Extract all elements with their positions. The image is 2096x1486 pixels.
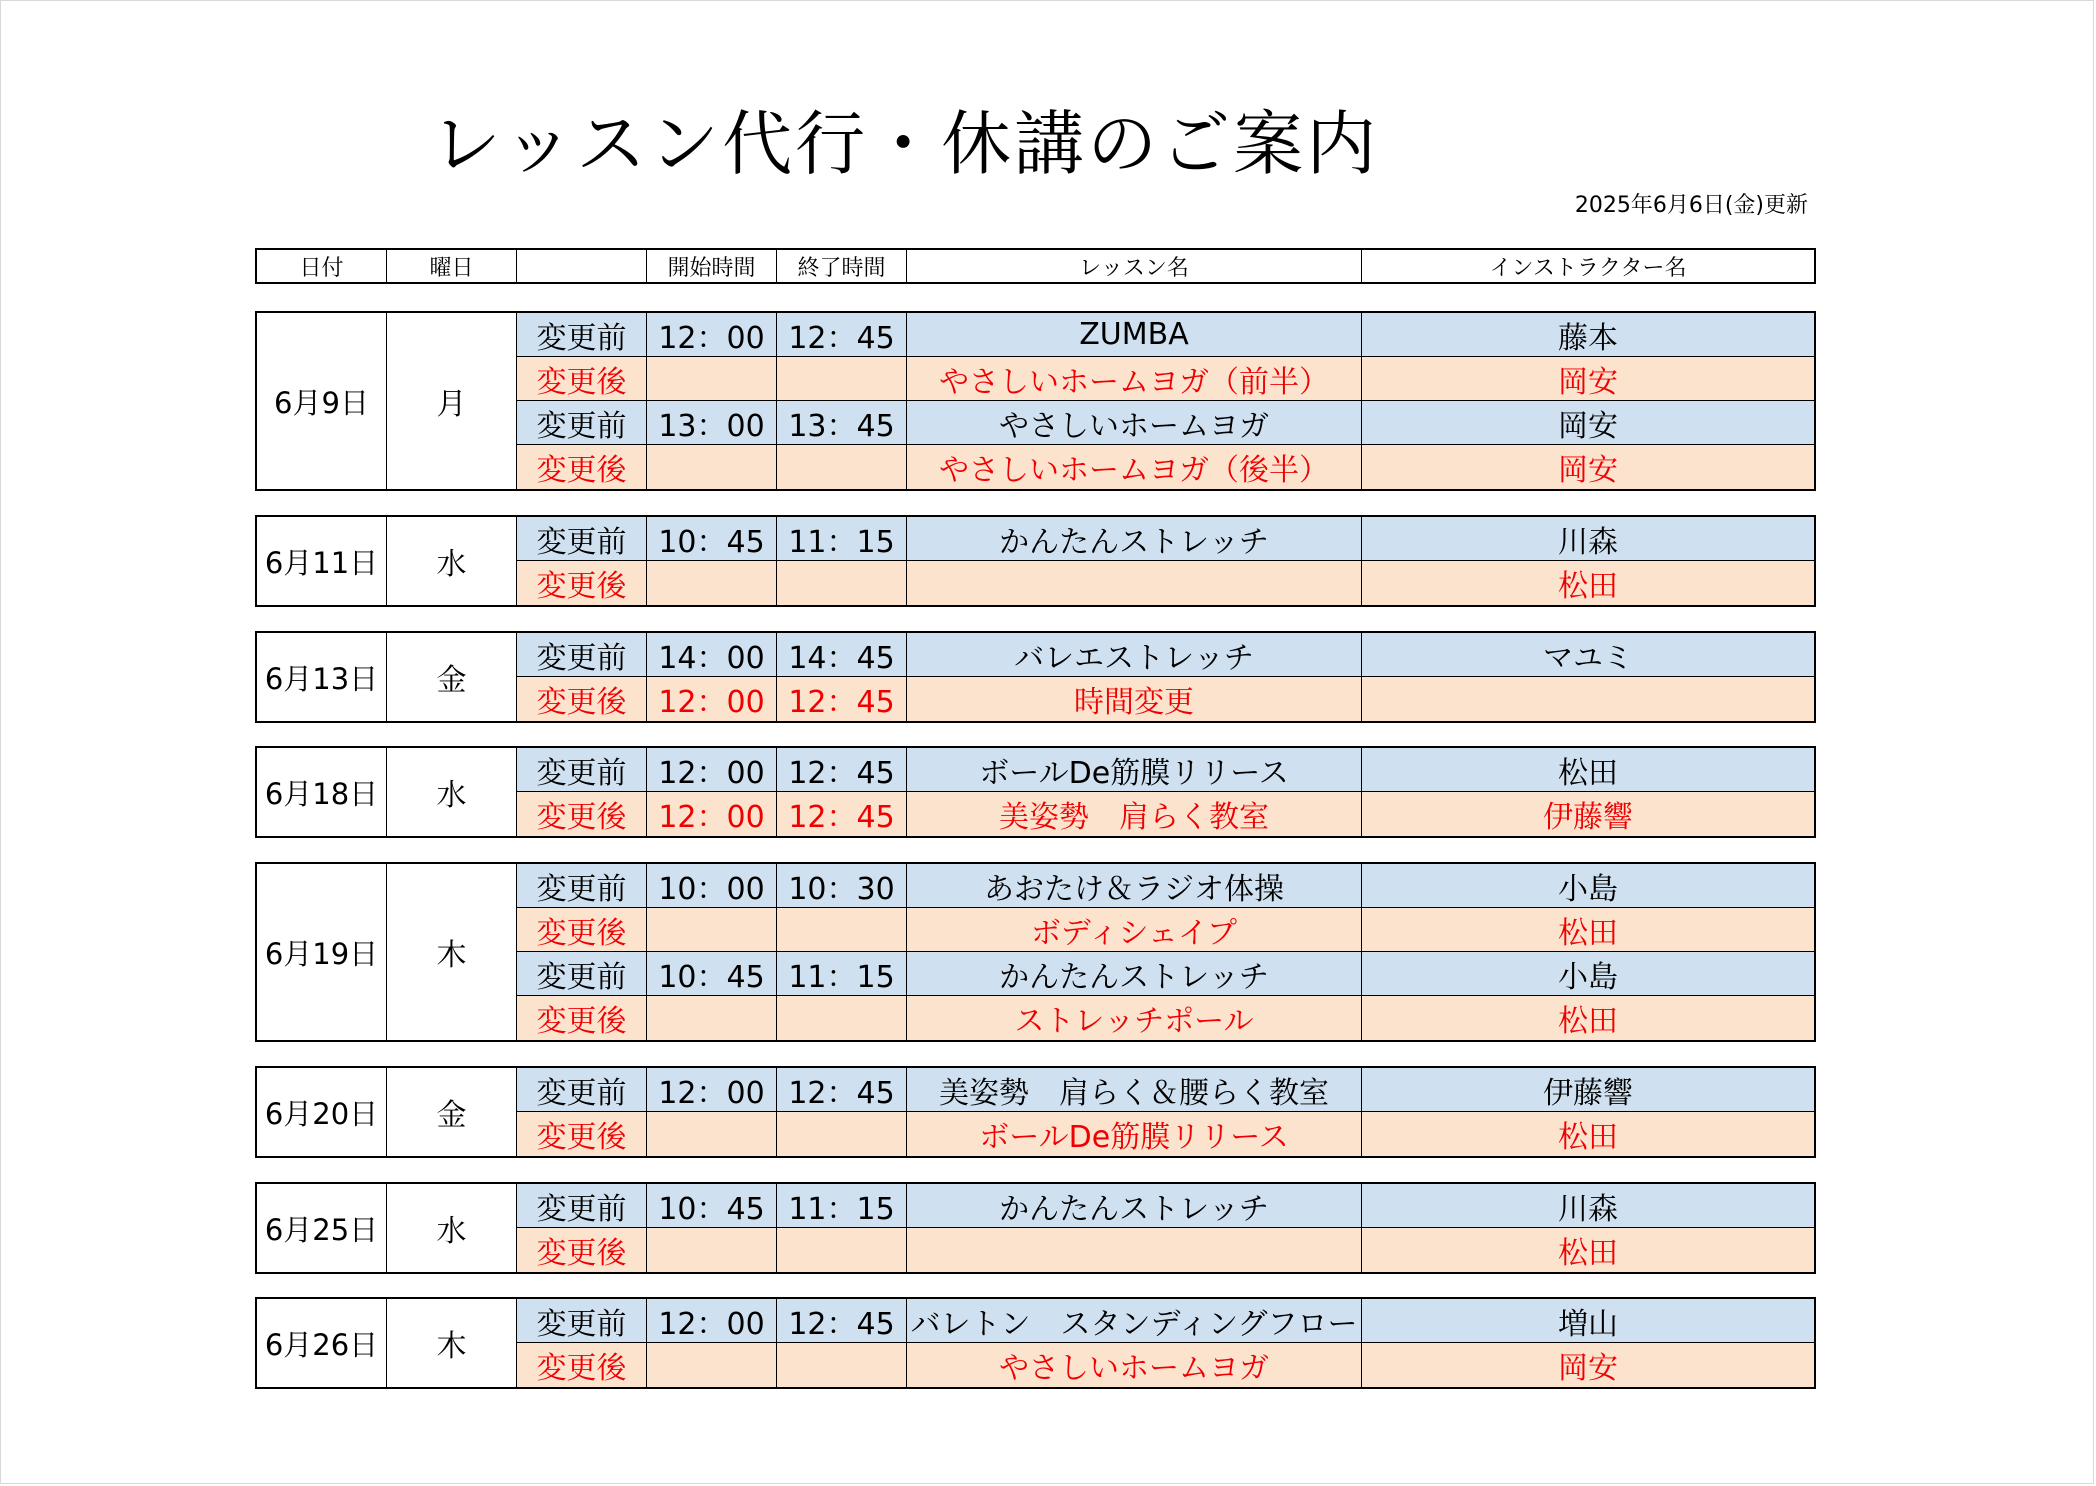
row-status: 変更後: [517, 357, 647, 401]
row-lesson-name: [907, 561, 1362, 605]
row-status: 変更前: [517, 748, 647, 792]
row-lesson-name: かんたんストレッチ: [907, 1184, 1362, 1228]
row-instructor: 松田: [1362, 1112, 1814, 1156]
row-instructor: 松田: [1362, 908, 1814, 952]
row-status: 変更前: [517, 1299, 647, 1343]
header-lesson-name: レッスン名: [907, 250, 1362, 282]
row-lesson-name: やさしいホームヨガ（前半）: [907, 357, 1362, 401]
row-end-time: 12：45: [777, 313, 907, 357]
row-instructor: 伊藤響: [1362, 792, 1814, 836]
row-start-time: [647, 996, 777, 1040]
row-start-time: 12：00: [647, 313, 777, 357]
row-instructor: 岡安: [1362, 1343, 1814, 1387]
row-start-time: 12：00: [647, 748, 777, 792]
row-instructor: 松田: [1362, 1228, 1814, 1272]
row-instructor: 川森: [1362, 517, 1814, 561]
group-day-of-week: 月: [387, 313, 517, 489]
row-end-time: 13：45: [777, 401, 907, 445]
row-status: 変更前: [517, 952, 647, 996]
row-start-time: [647, 1228, 777, 1272]
row-instructor: 藤本: [1362, 313, 1814, 357]
row-end-time: [777, 445, 907, 489]
group-day-of-week: 金: [387, 1068, 517, 1156]
row-status: 変更後: [517, 677, 647, 721]
row-instructor: 伊藤響: [1362, 1068, 1814, 1112]
row-start-time: [647, 561, 777, 605]
row-lesson-name: ボールDe筋膜リリース: [907, 748, 1362, 792]
row-start-time: 10：00: [647, 864, 777, 908]
schedule-group: [255, 631, 1816, 723]
row-end-time: 11：15: [777, 1184, 907, 1228]
group-date: 6月9日: [257, 313, 387, 489]
group-date: 6月26日: [257, 1299, 387, 1387]
group-day-of-week: 水: [387, 517, 517, 605]
row-end-time: [777, 1343, 907, 1387]
row-status: 変更前: [517, 517, 647, 561]
row-status: 変更前: [517, 864, 647, 908]
row-instructor: [1362, 677, 1814, 721]
row-lesson-name: やさしいホームヨガ: [907, 401, 1362, 445]
row-start-time: 10：45: [647, 1184, 777, 1228]
row-lesson-name: ボールDe筋膜リリース: [907, 1112, 1362, 1156]
row-end-time: 12：45: [777, 748, 907, 792]
row-status: 変更後: [517, 908, 647, 952]
header-date: 日付: [257, 250, 387, 282]
row-lesson-name: かんたんストレッチ: [907, 952, 1362, 996]
row-status: 変更前: [517, 1068, 647, 1112]
schedule-group: [255, 862, 1816, 1042]
row-instructor: 松田: [1362, 996, 1814, 1040]
group-day-of-week: 金: [387, 633, 517, 721]
row-status: 変更後: [517, 1112, 647, 1156]
row-instructor: 増山: [1362, 1299, 1814, 1343]
row-start-time: [647, 357, 777, 401]
header-instructor-name: インストラクター名: [1489, 255, 1687, 281]
row-status: 変更前: [517, 633, 647, 677]
row-end-time: [777, 1228, 907, 1272]
row-end-time: [777, 1112, 907, 1156]
row-lesson-name: バレトン スタンディングフロー: [907, 1299, 1362, 1343]
row-end-time: 12：45: [777, 792, 907, 836]
group-date: 6月20日: [257, 1068, 387, 1156]
row-status: 変更前: [517, 1184, 647, 1228]
row-instructor: 松田: [1362, 748, 1814, 792]
group-day-of-week: 水: [387, 1184, 517, 1272]
group-day-of-week: 木: [387, 1299, 517, 1387]
row-end-time: [777, 357, 907, 401]
row-lesson-name: 美姿勢 肩らく教室: [907, 792, 1362, 836]
header-end-time: 終了時間: [777, 250, 907, 282]
row-end-time: 12：45: [777, 1068, 907, 1112]
row-start-time: [647, 445, 777, 489]
row-lesson-name: やさしいホームヨガ（後半）: [907, 445, 1362, 489]
schedule-group: [255, 1182, 1816, 1274]
row-end-time: [777, 908, 907, 952]
header-status: [517, 250, 647, 282]
updated-date: 2025年6月6日(金)更新: [1574, 193, 1808, 218]
row-start-time: [647, 1343, 777, 1387]
group-day-of-week: 水: [387, 748, 517, 836]
row-lesson-name: かんたんストレッチ: [907, 517, 1362, 561]
row-lesson-name: ZUMBA: [907, 313, 1362, 357]
row-lesson-name: あおたけ＆ラジオ体操: [907, 864, 1362, 908]
row-lesson-name: 時間変更: [907, 677, 1362, 721]
row-status: 変更後: [517, 1343, 647, 1387]
row-lesson-name: バレエストレッチ: [907, 633, 1362, 677]
row-instructor: 岡安: [1362, 357, 1814, 401]
header-day-of-week: 曜日: [387, 250, 517, 282]
group-date: 6月18日: [257, 748, 387, 836]
row-start-time: 10：45: [647, 517, 777, 561]
group-date: 6月11日: [257, 517, 387, 605]
row-start-time: 12：00: [647, 677, 777, 721]
row-instructor: マユミ: [1362, 633, 1814, 677]
group-day-of-week: 木: [387, 864, 517, 1040]
row-end-time: 14：45: [777, 633, 907, 677]
row-status: 変更後: [517, 996, 647, 1040]
row-status: 変更後: [517, 561, 647, 605]
row-end-time: [777, 561, 907, 605]
group-date: 6月19日: [257, 864, 387, 1040]
schedule-group: [255, 746, 1816, 838]
row-instructor: 小島: [1362, 864, 1814, 908]
row-status: 変更後: [517, 792, 647, 836]
page-title: レッスン代行・休講のご案内: [430, 103, 1380, 185]
schedule-group: [255, 311, 1816, 491]
row-end-time: 12：45: [777, 1299, 907, 1343]
row-lesson-name: ボディシェイプ: [907, 908, 1362, 952]
row-status: 変更後: [517, 1228, 647, 1272]
group-date: 6月25日: [257, 1184, 387, 1272]
row-status: 変更前: [517, 313, 647, 357]
schedule-group: [255, 1066, 1816, 1158]
row-lesson-name: ストレッチポール: [907, 996, 1362, 1040]
row-instructor: 松田: [1362, 561, 1814, 605]
row-end-time: [777, 996, 907, 1040]
header-start-time: 開始時間: [647, 250, 777, 282]
row-end-time: 12：45: [777, 677, 907, 721]
row-start-time: 12：00: [647, 792, 777, 836]
schedule-group: [255, 515, 1816, 607]
row-end-time: 11：15: [777, 517, 907, 561]
group-date: 6月13日: [257, 633, 387, 721]
row-start-time: 12：00: [647, 1068, 777, 1112]
row-instructor: 小島: [1362, 952, 1814, 996]
row-instructor: 岡安: [1362, 445, 1814, 489]
row-start-time: 10：45: [647, 952, 777, 996]
row-start-time: [647, 1112, 777, 1156]
row-instructor: 川森: [1362, 1184, 1814, 1228]
row-lesson-name: 美姿勢 肩らく＆腰らく教室: [907, 1068, 1362, 1112]
row-start-time: 14：00: [647, 633, 777, 677]
row-instructor: 岡安: [1362, 401, 1814, 445]
table-header: [255, 248, 1816, 284]
row-start-time: 12：00: [647, 1299, 777, 1343]
row-start-time: 13：00: [647, 401, 777, 445]
row-end-time: 10：30: [777, 864, 907, 908]
row-status: 変更後: [517, 445, 647, 489]
row-status: 変更前: [517, 401, 647, 445]
row-lesson-name: [907, 1228, 1362, 1272]
row-start-time: [647, 908, 777, 952]
row-end-time: 11：15: [777, 952, 907, 996]
row-lesson-name: やさしいホームヨガ: [907, 1343, 1362, 1387]
schedule-group: [255, 1297, 1816, 1389]
